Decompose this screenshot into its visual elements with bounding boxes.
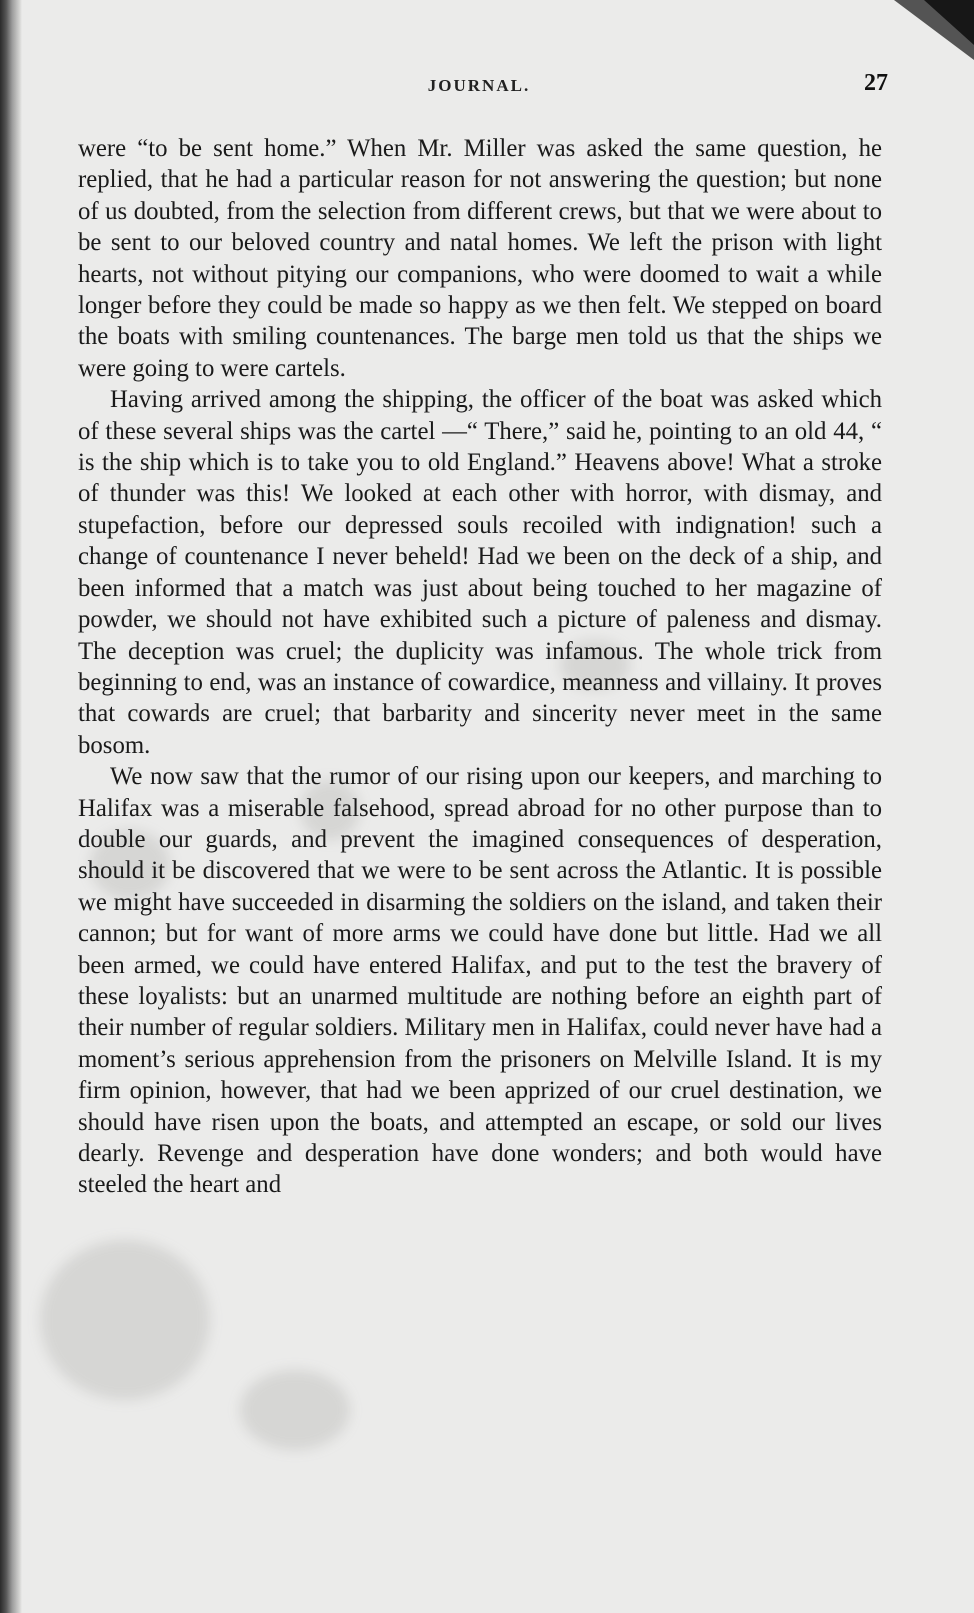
paper-stain xyxy=(40,1240,210,1400)
paragraph: We now saw that the rumor of our rising upon our keepers, and marching to Halifax was a miserable falsehood, spread abroad for no other purpose than to double our guards, and prevent the imagined consequences of desperation, should it be discovered that we were to be sent across the Atlantic. It is possible we might have succeeded in disarming the soldiers on the island, and taken their cannon; but for want of more arms we could have done but little. Had we all been armed, we could have entered Halifax, and put to the test the bravery of these loyalists: but an unarmed multitude are nothing before an eighth part of their number of regular soldiers. Military men in Halifax, could never have had a moment’s serious apprehension from the prisoners on Melville Island. It is my firm opinion, however, that had we been apprized of our cruel destination, we should have risen upon the boats, and attempted an escape, or sold our lives dearly. Revenge and desperation have done wonders; and both would have steeled the heart and xyxy=(78,763,882,1199)
body-text xyxy=(78,133,882,1201)
running-title: JOURNAL. xyxy=(427,76,531,95)
page-number: 27 xyxy=(864,70,888,96)
paper-stain xyxy=(240,1370,350,1450)
binding-edge xyxy=(0,0,22,1613)
page-corner-shadow xyxy=(854,0,974,70)
paragraph: Having arrived among the shipping, the officer of the boat was asked which of these several ships was the cartel —“ There,” said he, pointing to an old 44, “ is the ship which is to take you to old England.” Heavens above! What a stroke of thunder was this! We looked at each other with horror, with dismay, and stupefaction, before our depressed souls recoiled with indignation! such a change of countenance I never beheld! Had we been on the deck of a ship, and been informed that a match was just about being touched to her magazine of powder, we should not have exhibited such a picture of paleness and dismay. The deception was cruel; the duplicity was infamous. The whole trick from beginning to end, was an instance of cowardice, meanness and villainy. It proves that cowards are cruel; that barbarity and sincerity never meet in the same bosom. xyxy=(78,386,882,759)
page-header xyxy=(70,70,888,106)
paragraph: were “to be sent home.” When Mr. Miller was asked the same question, he replied, that he had a particular reason for not answering the question; but none of us doubted, from the selection from different crews, but that we were about to be sent to our beloved country and natal homes. We left the prison with light hearts, not without pitying our companions, who were doomed to wait a while longer before they could be made so happy as we then felt. We stepped on board the boats with smiling countenances. The barge men told us that the ships we were going to were cartels. xyxy=(78,135,882,382)
